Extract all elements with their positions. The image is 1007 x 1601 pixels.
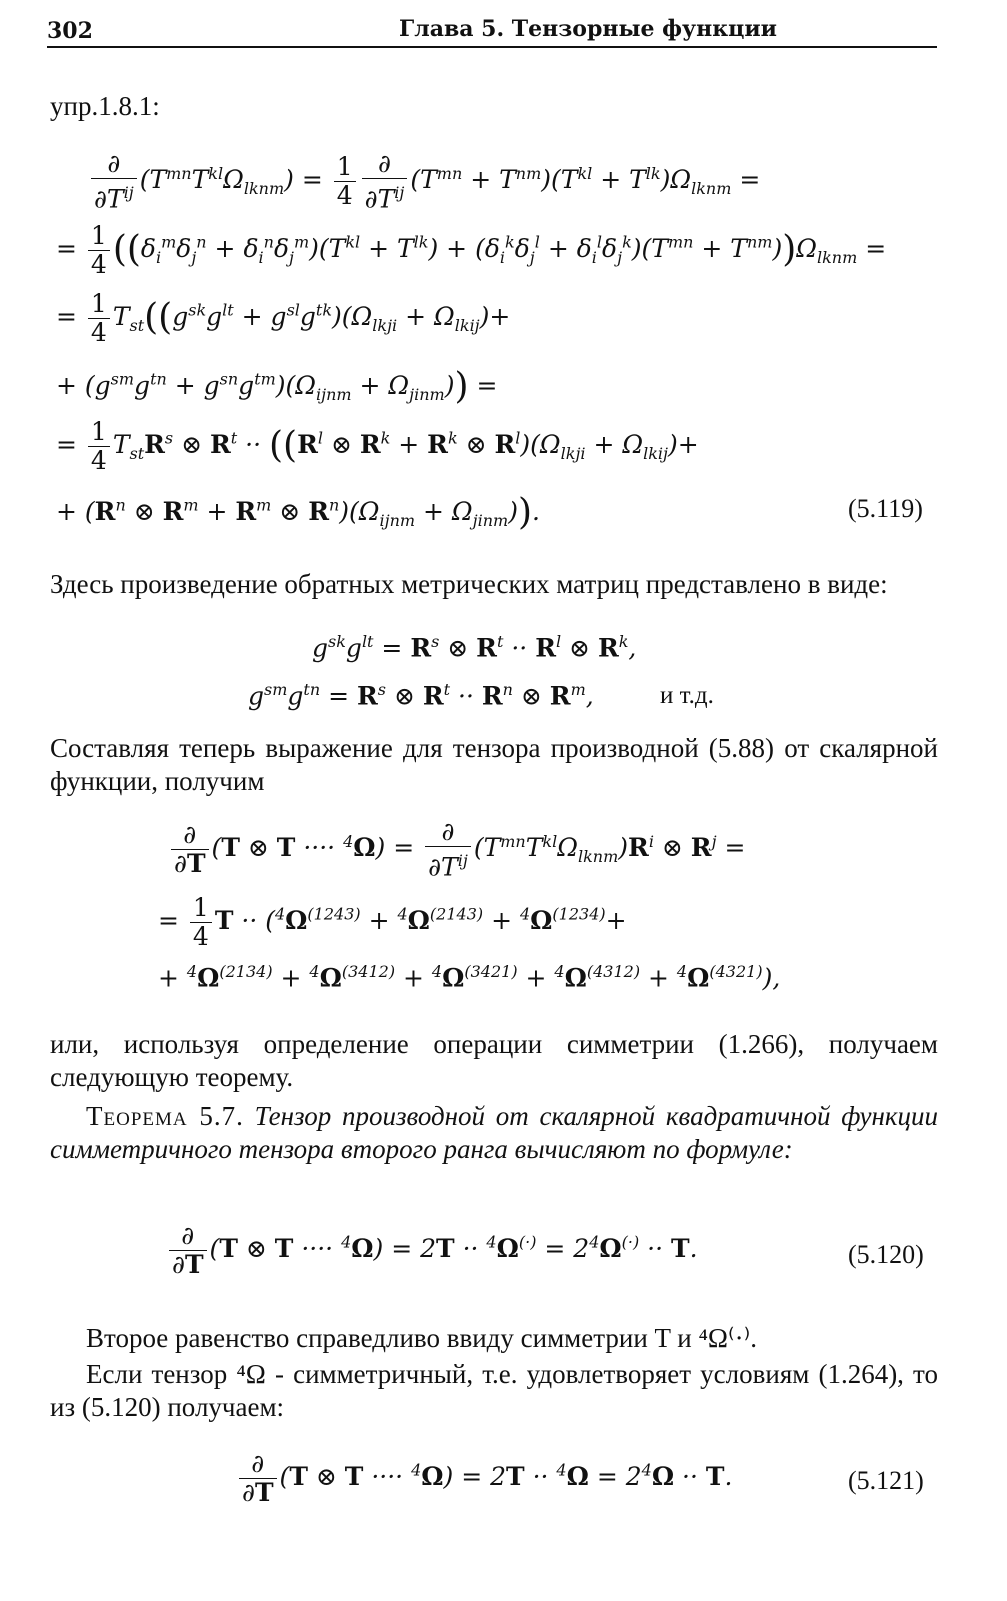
eq5119-line6: + ($R^n$ ⊗ $R^m + R^m$ ⊗ $R^n)(\Omega_{ijnm} + \Omega_{jinm})$). — [56, 492, 540, 533]
eq5121-number: (5.121) — [848, 1466, 924, 1495]
theorem-label: Теорема 5.7. — [86, 1101, 244, 1131]
eq5121: $\frac{\partial}{\partial T}$ (T ⊗ T ···· $^4\Omega) = 2T \cdot\cdot ^4\Omega = 2^4\Omega \cdot\cdot T$. — [236, 1450, 1007, 1507]
metric-eq1: $g^{sk}g^{lt} = R^s$ ⊗ $R^t \cdot\cdot R^l$ ⊗ $R^k$, — [312, 632, 637, 663]
theorem-5-7 — [50, 1100, 938, 1166]
eq5120: $\frac{\partial}{\partial T}$ (T ⊗ T ···· $^4\Omega) = 2T \cdot\cdot ^4\Omega^{(\cdot)} = 2^4\Omega^{(\cdot)} \cdot\cdot T$. — [166, 1222, 1007, 1279]
eq-derivative-line1: $\frac{\partial}{\partial T}$ (T ⊗ T ···· $^4$Ω) = $\frac{\partial}{\partial T^{ij}}$ $(T^{mn}T^{kl}\Omega_{lknm})R^i$ ⊗ $R^j$ = — [168, 818, 1007, 881]
theorem-body: Тензор производной от скалярной квадратичной функции симметричного тензора второго ранга вычисляют по формуле: — [50, 1101, 939, 1164]
chapter-title: Глава 5. Тензорные функции — [399, 16, 777, 42]
eq5119-line1: $\frac{\partial}{\partial T^{ij}}$ $(T^{mn}T^{kl}\Omega_{lknm})$ = $\frac{1}{4}$ $\frac{\partial}{\partial T^{ij}}$ $(T^{mn} + T^{nm})(T^{kl} + T^{lk})\Omega_{lknm}$ = — [88, 150, 1007, 213]
eq5119-number: (5.119) — [848, 494, 923, 523]
eq5119-line5: = $\frac{1}{4}$ $T_{st}R^s$ ⊗ $R^t \cdot\cdot ((R^l$ ⊗ $R^k + R^k$ ⊗ $R^l)(\Omega_{lkji} + \Omega_{lkij})+$ — [56, 417, 699, 475]
eq5119-line2: = $\frac{1}{4}$ $((\delta_i^m\delta_j^n + \delta_i^n\delta_j^m)(T^{kl} + T^{lk}) + (\delta_i^k\delta_j^l + \delta_i^l\delta_j^k)(T^{mn} + T^{nm}))\Omega_{lknm}$ = — [56, 221, 887, 279]
paragraph-derivative-intro: Составляя теперь выражение для тензора производной (5.88) от скалярной функции, получим — [50, 733, 938, 796]
metric-suffix: и т.д. — [660, 682, 714, 709]
exercise-label: упр.1.8.1: — [50, 91, 160, 121]
page-header — [47, 16, 937, 48]
paragraph-second-equality: Второе равенство справедливо ввиду симметрии T и ⁴Ω⁽·⁾. — [86, 1323, 757, 1353]
eq5120-number: (5.120) — [848, 1240, 924, 1269]
eq-derivative-line2: = $\frac{1}{4}$ $T \cdot\cdot (^4\Omega^{(1243)} + ^4\Omega^{(2143)} + ^4\Omega^{(1234)}+$ — [158, 893, 627, 951]
eq-derivative-line3: + $^4\Omega^{(2134)} + ^4\Omega^{(3412)} + ^4\Omega^{(3421)} + ^4\Omega^{(4312)} + ^4\Omega^{(4321)}$), — [158, 962, 781, 993]
eq5119-line4: + $(g^{sm}g^{tn} + g^{sn}g^{tm})(\Omega_{ijnm} + \Omega_{jinm})$) = — [56, 366, 498, 407]
page-number: 302 — [47, 18, 93, 44]
metric-eq2: $g^{sm}g^{tn} = R^s$ ⊗ $R^t \cdot\cdot R^n$ ⊗ $R^m$, — [248, 680, 594, 711]
paragraph-metric-intro: Здесь произведение обратных метрических матриц представлено в виде: — [50, 569, 888, 599]
paragraph-symmetry: или, используя определение операции симметрии (1.266), получаем следующую теорему. — [50, 1029, 938, 1092]
eq5119-line3: = $\frac{1}{4}$ $T_{st}((g^{sk}g^{lt} + g^{sl}g^{tk})(\Omega_{lkji} + \Omega_{lkij})+$ — [56, 289, 511, 347]
paragraph-symmetric-case: Если тензор ⁴Ω - симметричный, т.е. удовлетворяет условиям (1.264), то из (5.120) получаем: — [50, 1359, 938, 1422]
